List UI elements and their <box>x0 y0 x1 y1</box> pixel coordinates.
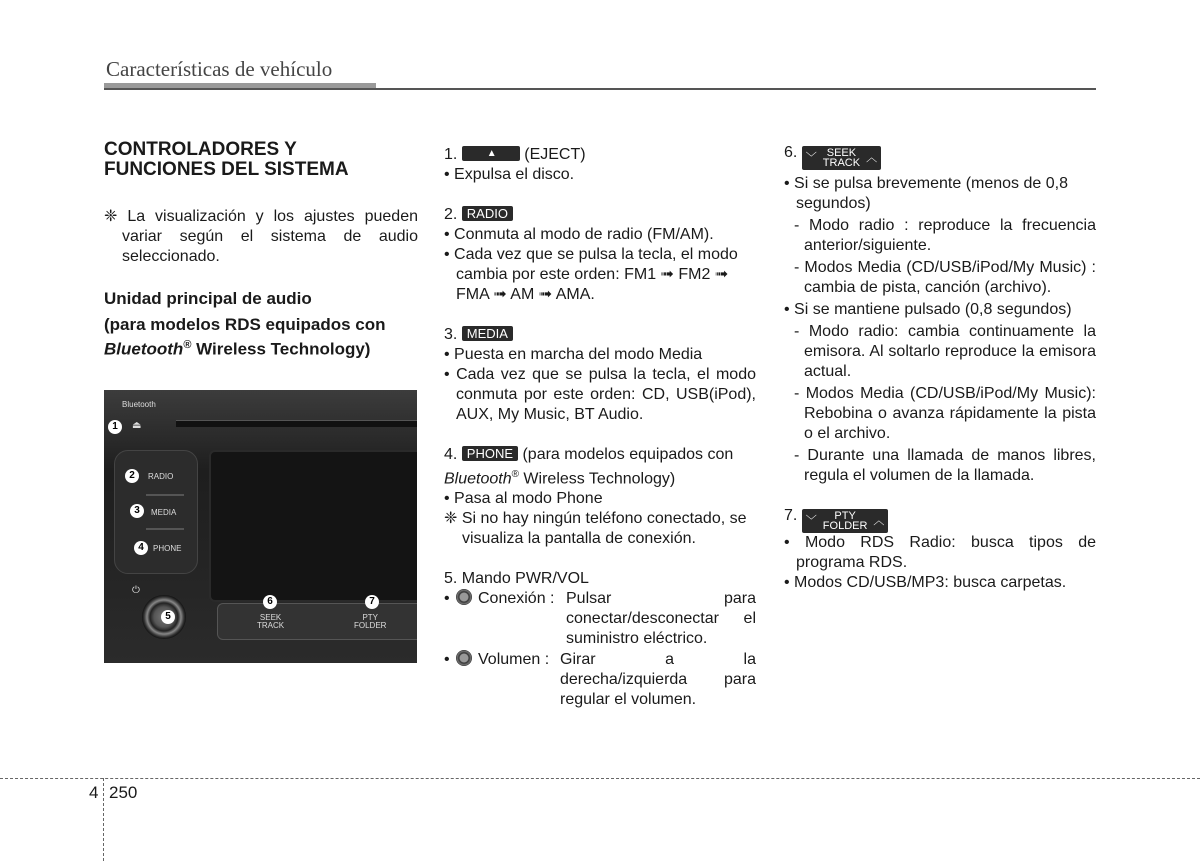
running-header-title: Características de vehículo <box>106 57 333 81</box>
chevron-up-icon: ︿ <box>866 152 878 164</box>
note-text: La visualización y los ajustes pueden variar según el sistema de audio seleccionado. <box>122 208 418 265</box>
eject-icon: ⏏ <box>132 420 142 431</box>
volume-label: Volumen : <box>478 651 550 669</box>
item-4-bluetooth-line <box>444 465 756 489</box>
pty-text: PTY <box>834 510 856 522</box>
chevron-up-icon: ︿ <box>873 515 885 527</box>
item-2-bullet-1: • Conmuta al modo de radio (FM/AM). <box>444 226 714 243</box>
callout-3: 3 <box>130 504 144 518</box>
bluetooth-text: Bluetooth <box>444 470 512 488</box>
item-7-bullet-2: • Modos CD/USB/MP3: busca carpetas. <box>784 574 1067 591</box>
item-number: 7. <box>784 507 798 524</box>
note-paragraph <box>104 207 418 267</box>
eject-label: (EJECT) <box>524 146 586 163</box>
knob-icon <box>456 589 472 605</box>
key-separator <box>146 494 184 496</box>
item-2-heading <box>444 205 756 225</box>
column-3 <box>784 143 1096 593</box>
item-4-bullet-1: • Pasa al modo Phone <box>444 490 603 508</box>
item-7-bullet-1: • Modo RDS Radio: busca tipos de programa RDS. <box>784 534 1096 571</box>
note-symbol: ❈ <box>444 510 458 528</box>
item-number: 6. <box>784 144 798 161</box>
subheading-models <box>104 315 394 360</box>
volume-text: Girar a la derecha/izquierda para regular el volumen. <box>560 651 756 709</box>
media-key: MEDIA <box>151 508 177 517</box>
key-separator <box>146 528 184 530</box>
item-6-heading <box>784 143 1096 170</box>
column-2 <box>444 145 756 710</box>
phone-key-label: PHONE <box>462 446 518 461</box>
item-number: 1. <box>444 146 458 163</box>
page-number: 250 <box>109 783 138 802</box>
section-title <box>104 140 414 180</box>
item-6-dash-2: - Modos Media (CD/USB/iPod/My Music) : cambia de pista, canción (archivo). <box>794 259 1096 296</box>
bullet: • <box>444 590 450 608</box>
pty-label: PTY <box>362 613 378 622</box>
radio-key: RADIO <box>148 472 174 481</box>
subheading-models-post: Wireless Technology) <box>191 339 371 359</box>
pty-folder-key <box>354 614 386 630</box>
callout-1: 1 <box>108 420 122 434</box>
item-number: 3. <box>444 326 458 343</box>
callout-5: 5 <box>161 610 175 624</box>
callout-6: 6 <box>263 595 277 609</box>
radio-key-label: RADIO <box>462 206 513 221</box>
item-6-dash-1: - Modo radio : reproduce la frecuencia anterior/siguiente. <box>794 217 1096 254</box>
seek-track-key <box>257 614 284 630</box>
media-key-label: MEDIA <box>462 326 513 341</box>
item-1-heading <box>444 145 756 165</box>
item-4-note <box>444 509 756 549</box>
subheading-main-unit: Unidad principal de audio <box>104 289 312 308</box>
item-1-bullet: • Expulsa el disco. <box>444 166 575 183</box>
item-6-bullet-1: • Si se pulsa brevemente (menos de 0,8 segundos) <box>784 175 1068 212</box>
seek-track-key-label <box>802 146 881 170</box>
item-2-bullet-2: • Cada vez que se pulsa la tecla, el modo cambia por este orden: FM1 ➟ FM2 ➟ FMA ➟ AM ➟ AMA. <box>444 246 738 303</box>
audio-unit-illustration <box>104 390 417 663</box>
item-6-dash-3: - Modo radio: cambia continuamente la emisora. Al soltarlo reproduce la emisora actual. <box>794 323 1096 380</box>
seek-pty-panel <box>217 603 417 640</box>
item-5-connection <box>444 589 756 649</box>
header-rule <box>104 88 1096 90</box>
eject-icon: ▲ <box>486 148 497 159</box>
item-number: 4. <box>444 446 458 463</box>
cd-slot <box>176 420 417 427</box>
subheading-bluetooth: Bluetooth <box>104 339 184 359</box>
knob-icon <box>456 650 472 666</box>
footer-divider <box>103 778 104 861</box>
registered-mark: ® <box>183 339 192 351</box>
item-4-heading-text: (para modelos equipados con <box>518 446 734 463</box>
registered-mark: ® <box>511 469 519 480</box>
item-3-heading <box>444 325 756 345</box>
footer-rule <box>0 778 1200 779</box>
note-symbol: ❈ <box>104 208 118 225</box>
seek-text: SEEK <box>826 147 857 159</box>
chapter-number: 4 <box>89 783 99 802</box>
folder-text: FOLDER <box>822 520 868 532</box>
track-label: TRACK <box>257 621 285 630</box>
eject-button-icon <box>462 146 520 161</box>
item-number: 2. <box>444 206 458 223</box>
power-icon: ⏻ <box>132 585 140 596</box>
item-6-bullet-2: • Si se mantiene pulsado (0,8 segundos) <box>784 301 1072 318</box>
folder-label: FOLDER <box>354 621 387 630</box>
wireless-technology-text: Wireless Technology) <box>518 470 676 488</box>
item-7-heading <box>784 506 1096 533</box>
item-5-volume <box>444 650 756 710</box>
item-6-dash-4: - Modos Media (CD/USB/iPod/My Music): Rebobina o avanza rápidamente la pista o el archivo. <box>794 385 1096 442</box>
seek-label: SEEK <box>259 613 282 622</box>
callout-4: 4 <box>134 541 148 555</box>
callout-7: 7 <box>365 595 379 609</box>
connection-text: Pulsar para conectar/desconectar el suministro eléctrico. <box>566 590 756 648</box>
item-5-heading: 5. Mando PWR/VOL <box>444 570 589 588</box>
connection-label: Conexión : <box>478 590 555 608</box>
subheading-models-pre: (para modelos RDS equipados con <box>104 315 386 334</box>
section-title-line-1: CONTROLADORES Y <box>104 139 297 160</box>
track-text: TRACK <box>822 157 861 169</box>
pty-folder-key-label <box>802 509 889 533</box>
bluetooth-logo: Bluetooth <box>122 400 156 409</box>
chevron-down-icon: ﹀ <box>805 515 817 527</box>
item-6-dash-5: - Durante una llamada de manos libres, regula el volumen de la llamada. <box>794 447 1096 484</box>
callout-2: 2 <box>125 469 139 483</box>
item-4-heading <box>444 445 756 465</box>
phone-key: PHONE <box>153 544 182 553</box>
note-text: Si no hay ningún teléfono conectado, se visualiza la pantalla de conexión. <box>461 510 747 548</box>
section-title-line-2: FUNCIONES DEL SISTEMA <box>104 159 349 180</box>
item-3-bullet-2: • Cada vez que se pulsa la tecla, el modo conmuta por este orden: CD, USB(iPod), AUX, My Music, BT Audio. <box>444 366 756 423</box>
bullet: • <box>444 651 450 669</box>
item-3-bullet-1: • Puesta en marcha del modo Media <box>444 346 703 363</box>
chevron-down-icon: ﹀ <box>805 152 817 164</box>
display-screen <box>209 450 417 602</box>
